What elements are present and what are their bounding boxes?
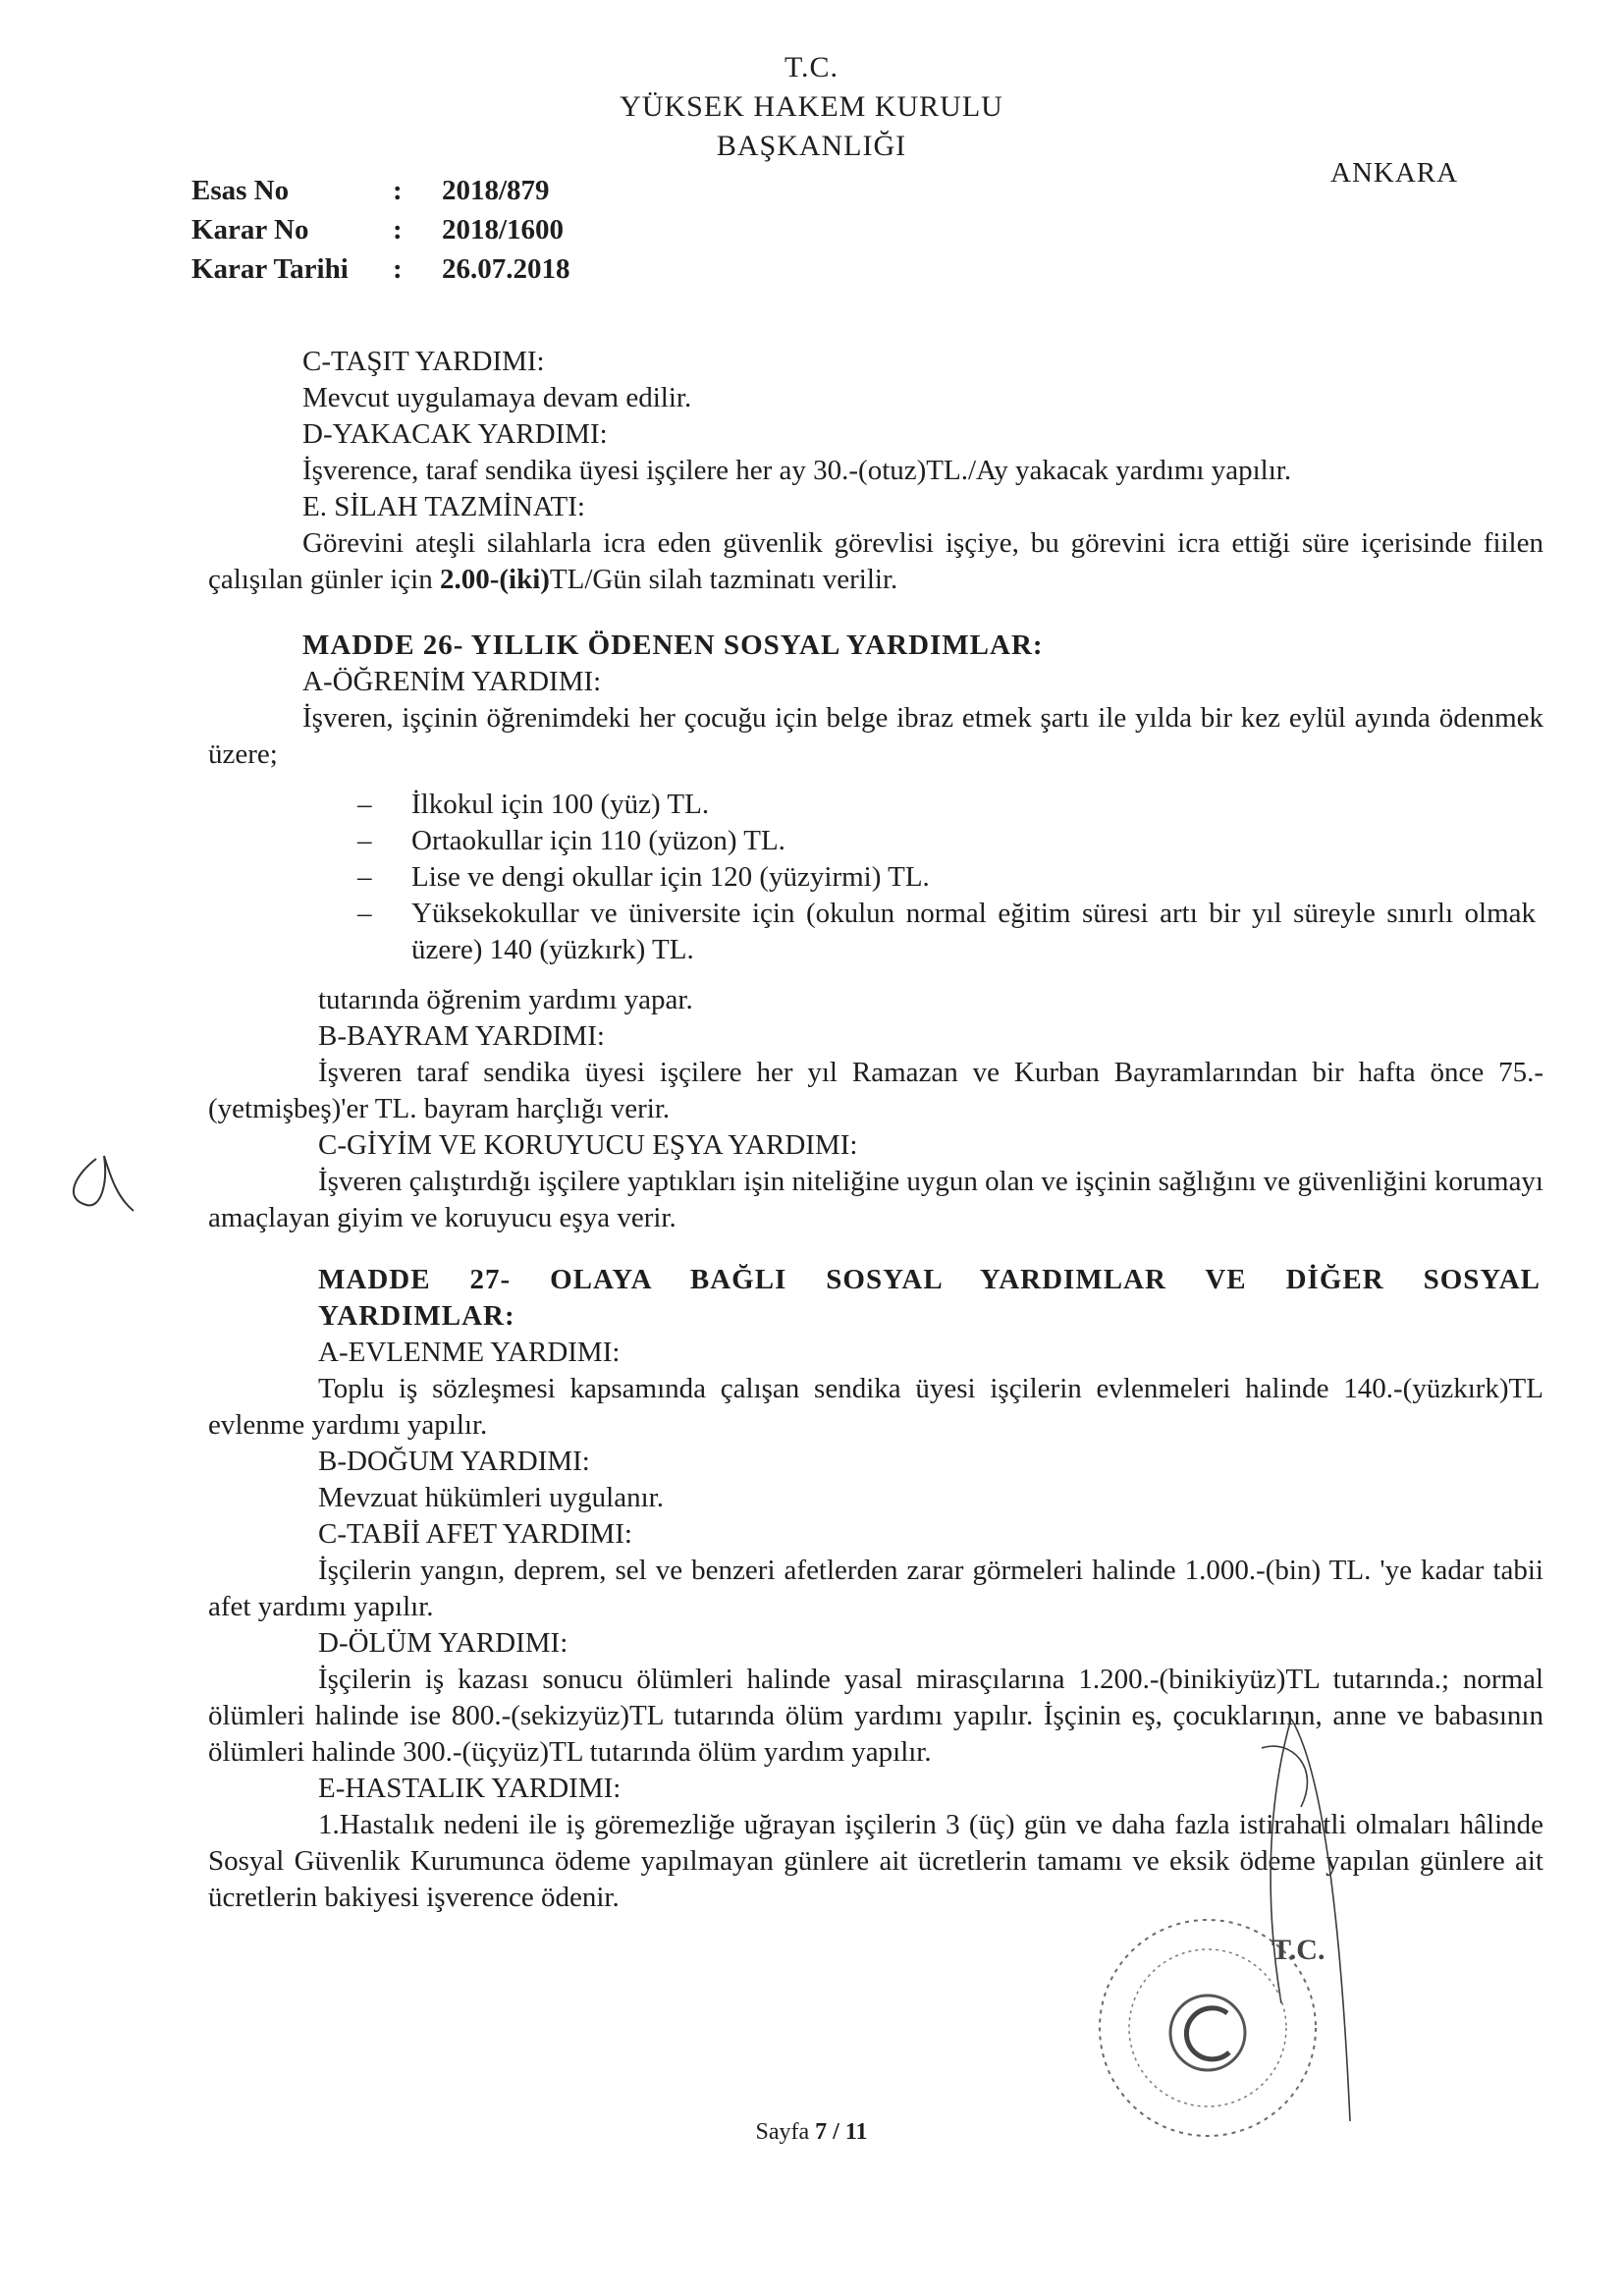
madde-27-c-title: C-TABİİ AFET YARDIMI: xyxy=(318,1518,632,1550)
header-institution: YÜKSEK HAKEM KURULU xyxy=(620,90,1003,123)
official-stamp-icon xyxy=(1060,1905,1355,2151)
karar-row xyxy=(191,214,570,253)
karar-value: 2018/1600 xyxy=(442,214,565,246)
list-item-text: İlkokul için 100 (yüz) TL. xyxy=(411,789,710,820)
section-e-text-b: TL/Gün silah tazminatı verilir. xyxy=(549,564,898,595)
header-city: ANKARA xyxy=(1330,157,1459,189)
page-number xyxy=(0,2119,1623,2146)
document-body xyxy=(208,344,1543,1916)
section-c-title: C-TAŞIT YARDIMI: xyxy=(302,346,545,377)
list-item xyxy=(357,896,1536,968)
page-current: 7 xyxy=(815,2119,828,2145)
bullet-dash: – xyxy=(357,825,372,856)
madde-26-a-title: A-ÖĞRENİM YARDIMI: xyxy=(302,666,602,697)
madde-27-e-title: E-HASTALIK YARDIMI: xyxy=(318,1773,622,1804)
tarih-sep: : xyxy=(393,253,403,285)
page-sep: / xyxy=(827,2119,845,2145)
stamp-text: T.C. xyxy=(1271,1934,1325,1966)
madde-27-d-title: D-ÖLÜM YARDIMI: xyxy=(318,1627,568,1659)
karar-sep: : xyxy=(393,214,403,246)
header-presidency: BAŞKANLIĞI xyxy=(716,130,907,162)
madde-27-c-text: İşçilerin yangın, deprem, sel ve benzeri afetlerden zarar görmeleri halinde 1.000.-(bin) TL. 'ye kadar tabii afet yardımı yapılır. xyxy=(208,1555,1543,1622)
esas-sep: : xyxy=(393,175,403,206)
list-item xyxy=(357,823,1536,859)
tarih-label: Karar Tarihi xyxy=(191,253,349,285)
esas-row xyxy=(191,175,570,214)
madde-26-a-tail: tutarında öğrenim yardımı yapar. xyxy=(318,984,693,1015)
madde-26-a-text: İşveren, işçinin öğrenimdeki her çocuğu için belge ibraz etmek şartı ile yılda bir kez eylül ayında ödenmek üzere; xyxy=(208,702,1543,770)
list-item-text: Ortaokullar için 110 (yüzon) TL. xyxy=(411,825,785,856)
madde-27-a-title: A-EVLENME YARDIMI: xyxy=(318,1337,621,1368)
section-e-text-bold: 2.00-(iki) xyxy=(439,564,550,595)
education-aid-list xyxy=(357,787,1536,968)
list-item-text: Yüksekokullar ve üniversite için (okulun normal eğitim süresi artı bir yıl süreyle sınırlı olmak üzere) 140 (yüzkırk) TL. xyxy=(411,898,1536,965)
section-e-text xyxy=(208,525,1543,598)
header-tc: T.C. xyxy=(784,51,839,83)
madde-26-b-title: B-BAYRAM YARDIMI: xyxy=(318,1020,605,1052)
case-meta xyxy=(191,175,570,293)
bullet-dash: – xyxy=(357,789,372,820)
section-c-text: Mevcut uygulamaya devam edilir. xyxy=(302,382,692,413)
section-d-text: İşverence, taraf sendika üyesi işçilere her ay 30.-(otuz)TL./Ay yakacak yardımı yapılır. xyxy=(302,455,1292,486)
madde-26-c-text: İşveren çalıştırdığı işçilere yaptıkları işin niteliğine uygun olan ve işçinin sağlığını ve güvenliğini korumayı amaçlayan giyim ve koruyucu eşya verir. xyxy=(208,1166,1543,1233)
tarih-value: 26.07.2018 xyxy=(442,253,570,285)
madde-26-b-text: İşveren taraf sendika üyesi işçilere her yıl Ramazan ve Kurban Bayramlarından bir hafta önce 75.-(yetmişbeş)'er TL. bayram harçlığı verir. xyxy=(208,1057,1543,1124)
madde-27-b-text: Mevzuat hükümleri uygulanır. xyxy=(318,1482,664,1513)
marginal-initial-mark xyxy=(57,1144,145,1223)
bullet-dash: – xyxy=(357,861,372,893)
section-e-title: E. SİLAH TAZMİNATI: xyxy=(302,491,585,522)
madde-27-b-title: B-DOĞUM YARDIMI: xyxy=(318,1446,590,1477)
list-item xyxy=(357,787,1536,823)
madde-26-title: MADDE 26- YILLIK ÖDENEN SOSYAL YARDIMLAR: xyxy=(302,629,1044,661)
madde-27-a-text: Toplu iş sözleşmesi kapsamında çalışan sendika üyesi işçilerin evlenmeleri halinde 140.-(yüzkırk)TL evlenme yardımı yapılır. xyxy=(208,1373,1543,1441)
list-item-text: Lise ve dengi okullar için 120 (yüzyirmi) TL. xyxy=(411,861,930,893)
tarih-row xyxy=(191,253,570,293)
section-e-text-a: Görevini ateşli silahlarla icra eden güvenlik görevlisi işçiye, bu görevini icra ettiği süre içerisinde fiilen çalışılan günler için xyxy=(208,527,1543,595)
madde-27-d-text: İşçilerin iş kazası sonucu ölümleri halinde yasal mirasçılarına 1.200.-(binikiyüz)TL tutarında.; normal ölümleri halinde ise 800.-(sekizyüz)TL tutarında ölüm yardımı yapılır. İşçinin eş, çocuklarının, anne ve babasının ölümleri halinde 300.-(üçyüz)TL tutarında ölüm yardım yapılır. xyxy=(208,1664,1543,1768)
madde-27-e-text: 1.Hastalık nedeni ile iş göremezliğe uğrayan işçilerin 3 (üç) gün ve daha fazla istirahatli olmaları hâlinde Sosyal Güvenlik Kurumunca ödeme yapılmayan günlere ait ücretlerin tamamı ve eksik ödeme yapılan günlere ait ücretlerin bakiyesi işverence ödenir. xyxy=(208,1809,1543,1913)
esas-label: Esas No xyxy=(191,175,290,206)
madde-27-title: MADDE 27- OLAYA BAĞLI SOSYAL YARDIMLAR VE DİĞER SOSYAL YARDIMLAR: xyxy=(318,1264,1541,1332)
page-prefix: Sayfa xyxy=(755,2119,816,2145)
page-total: 11 xyxy=(844,2119,868,2145)
esas-value: 2018/879 xyxy=(442,175,550,206)
list-item xyxy=(357,859,1536,896)
madde-26-c-title: C-GİYİM VE KORUYUCU EŞYA YARDIMI: xyxy=(318,1129,858,1161)
karar-label: Karar No xyxy=(191,214,309,246)
section-d-title: D-YAKACAK YARDIMI: xyxy=(302,418,608,450)
bullet-dash: – xyxy=(357,898,372,929)
